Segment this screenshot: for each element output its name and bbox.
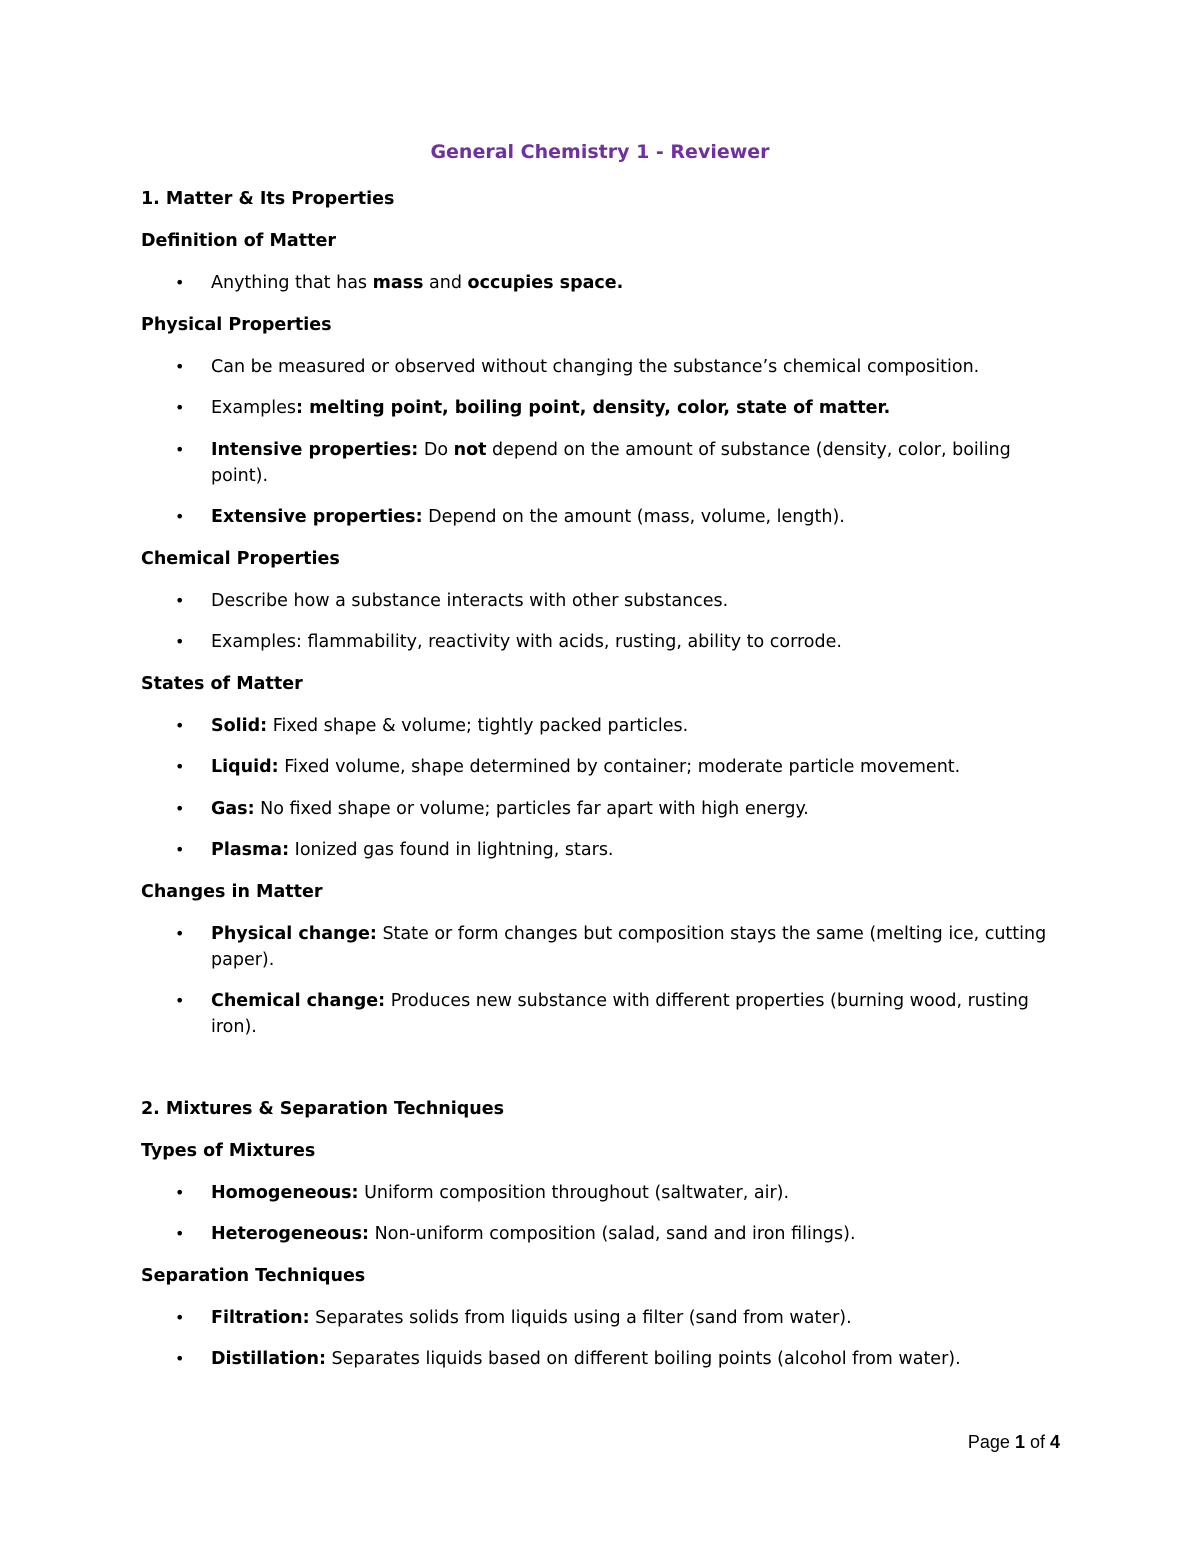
bullet-icon: •: [175, 1224, 185, 1243]
subsection-heading: Separation Techniques: [141, 1265, 366, 1286]
bullet-icon: •: [175, 757, 185, 776]
subsection-heading: Definition of Matter: [141, 231, 336, 251]
bullet-icon: •: [175, 590, 185, 610]
page-number-footer: Page 1 of 4: [967, 1432, 1060, 1452]
subsection-heading: Changes in Matter: [141, 881, 323, 902]
bullet-list: [141, 354, 1061, 531]
document-body: [141, 186, 1061, 1388]
bullet-icon: •: [175, 715, 185, 735]
list-item: • Extensive properties: Depend on the amount (mass, volume, length).: [141, 504, 1061, 530]
bullet-icon: •: [175, 632, 185, 651]
bullet-icon: •: [175, 798, 185, 818]
subsection-heading: Types of Mixtures: [141, 1140, 316, 1161]
list-item: • Chemical change: Produces new substance with different properties (burning wood, rusting iron).: [141, 988, 1061, 1040]
list-item: • Describe how a substance interacts with other substances.: [141, 588, 1061, 614]
list-item: • Homogeneous: Uniform composition throughout (saltwater, air).: [141, 1180, 1061, 1206]
list-item: • Intensive properties: Do not depend on the amount of substance (density, color, boiling point).: [141, 437, 1061, 489]
section-spacer: [141, 1056, 1061, 1096]
bullet-list: [141, 1305, 1061, 1373]
bullet-icon: •: [175, 356, 185, 376]
list-item: • Distillation: Separates liquids based on different boiling points (alcohol from water).: [141, 1346, 1061, 1372]
bullet-list: [141, 921, 1061, 1041]
subsection-heading: States of Matter: [141, 673, 303, 694]
bullet-icon: •: [175, 398, 185, 417]
subsection-heading: Chemical Properties: [141, 548, 340, 569]
section-heading: 1. Matter & Its Properties: [141, 189, 395, 209]
bullet-icon: •: [175, 1349, 185, 1368]
bullet-icon: •: [175, 1307, 185, 1327]
bullet-icon: •: [175, 507, 185, 526]
bullet-list: [141, 713, 1061, 864]
list-item: • Filtration: Separates solids from liquids using a filter (sand from water).: [141, 1305, 1061, 1331]
list-item: • Physical change: State or form changes but composition stays the same (melting ice, cutting paper).: [141, 921, 1061, 973]
bullet-icon: •: [175, 439, 185, 459]
bullet-icon: •: [175, 991, 185, 1010]
bullet-list: [141, 1180, 1061, 1248]
bullet-list: [141, 270, 1061, 296]
list-item: • Liquid: Fixed volume, shape determined by container; moderate particle movement.: [141, 754, 1061, 780]
section-heading: 2. Mixtures & Separation Techniques: [141, 1098, 505, 1119]
list-item: • Examples: melting point, boiling point, density, color, state of matter.: [141, 395, 1061, 421]
bullet-icon: •: [175, 840, 185, 859]
bullet-icon: •: [175, 273, 185, 292]
bullet-icon: •: [175, 923, 185, 943]
list-item: • Heterogeneous: Non-uniform composition (salad, sand and iron filings).: [141, 1221, 1061, 1247]
bullet-list: [141, 588, 1061, 656]
list-item: • Solid: Fixed shape & volume; tightly packed particles.: [141, 713, 1061, 739]
bullet-icon: •: [175, 1182, 185, 1202]
document-title: General Chemistry 1 - Reviewer: [430, 141, 770, 163]
list-item: • Examples: flammability, reactivity with acids, rusting, ability to corrode.: [141, 629, 1061, 655]
list-item: • Anything that has mass and occupies space.: [141, 270, 1061, 296]
list-item: • Gas: No fixed shape or volume; particles far apart with high energy.: [141, 796, 1061, 822]
list-item: • Plasma: Ionized gas found in lightning, stars.: [141, 837, 1061, 863]
list-item: • Can be measured or observed without changing the substance’s chemical composition.: [141, 354, 1061, 380]
subsection-heading: Physical Properties: [141, 314, 332, 335]
